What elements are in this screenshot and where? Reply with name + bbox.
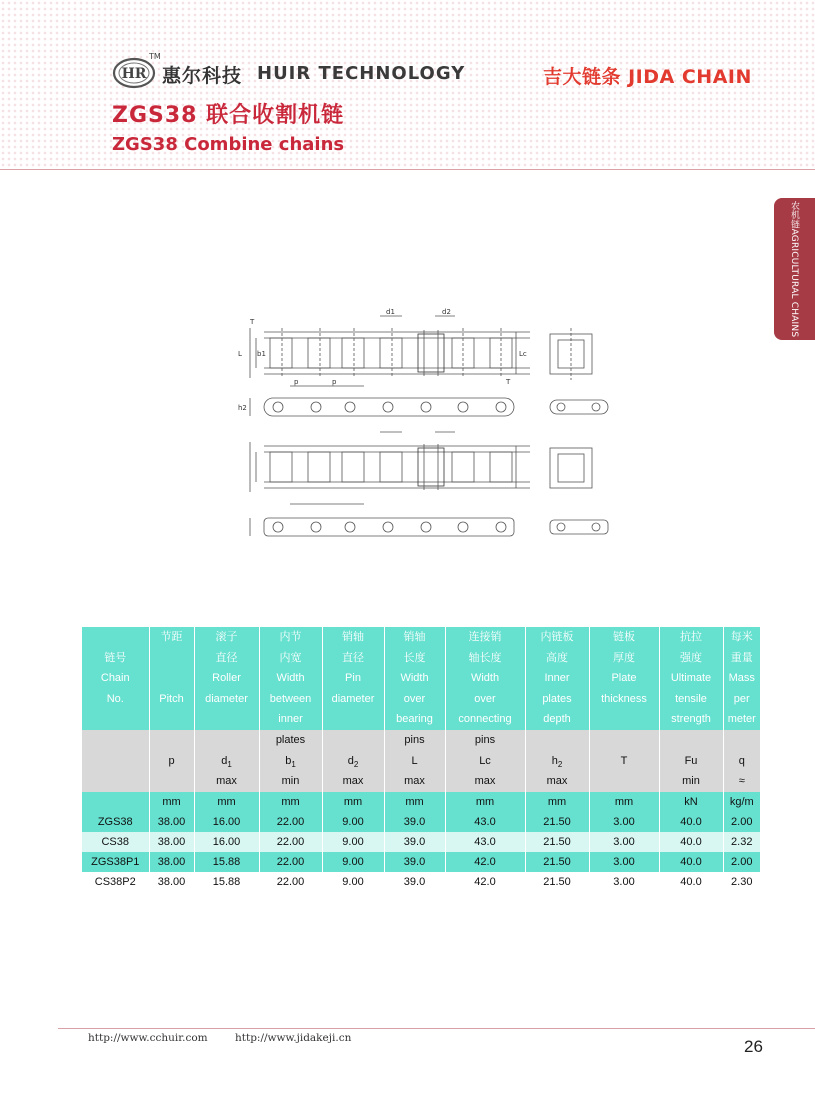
- symbol-cell: [384, 730, 445, 792]
- symbol-text: ≈: [738, 775, 745, 787]
- header-text: per: [733, 692, 750, 705]
- header-text: No.: [106, 692, 124, 705]
- table-cell: 39.0: [384, 872, 445, 892]
- header-text: 直径: [342, 651, 364, 664]
- table-row: [82, 812, 760, 832]
- table-cell: 2.32: [723, 832, 760, 852]
- table-cell: 22.00: [259, 872, 322, 892]
- symbol-cell: [194, 730, 259, 792]
- table-cell: 40.0: [659, 872, 723, 892]
- symbol-text: [82, 730, 149, 751]
- header-text: Plate: [611, 672, 637, 684]
- table-cell: 3.00: [589, 852, 659, 872]
- drawing-label-d2: d2: [442, 308, 451, 316]
- table-row: [82, 852, 760, 872]
- symbol-text: q: [738, 754, 745, 767]
- unit-cell: [82, 792, 149, 812]
- symbol-text: [590, 771, 659, 792]
- table-cell: 21.50: [525, 852, 589, 872]
- drawing-label-L: L: [238, 350, 242, 358]
- symbol-cell: [445, 730, 525, 792]
- header-cell: [445, 627, 525, 730]
- symbol-text: Fu: [684, 754, 698, 767]
- header-text: strength: [671, 713, 711, 725]
- header-text: Pin: [345, 672, 361, 684]
- table-cell: 39.0: [384, 852, 445, 872]
- symbol-text: L: [411, 754, 418, 767]
- unit-cell: mm: [322, 792, 384, 812]
- drawing-label-h2: h2: [238, 404, 247, 412]
- table-cell: 22.00: [259, 812, 322, 832]
- brand-name-en: HUIR TECHNOLOGY: [257, 63, 466, 84]
- symbol-text: [150, 771, 194, 792]
- page-title-en: ZGS38 Combine chains: [112, 134, 345, 155]
- header-text: diameter: [331, 692, 375, 705]
- header-text: 内链板: [540, 631, 574, 643]
- header-text: over: [474, 692, 496, 705]
- header-text: [82, 627, 149, 648]
- chain-top-view-2: [250, 432, 592, 492]
- unit-cell: mm: [194, 792, 259, 812]
- header-text: thickness: [601, 692, 647, 705]
- header-text: connecting: [458, 713, 512, 725]
- symbol-cell: [322, 730, 384, 792]
- symbol-cell: [149, 730, 194, 792]
- table-cell: 16.00: [194, 812, 259, 832]
- table-row: [82, 832, 760, 852]
- table-cell: 15.88: [194, 872, 259, 892]
- header-text: [323, 709, 384, 730]
- header-text: 强度: [680, 651, 702, 664]
- table-cell: 38.00: [149, 872, 194, 892]
- symbol-text: min: [281, 775, 300, 787]
- header-text: Width: [400, 672, 429, 684]
- header-cell: [259, 627, 322, 730]
- unit-cell: mm: [525, 792, 589, 812]
- symbol-text: $b_1$: [285, 754, 296, 769]
- chain-side-view-1: [250, 386, 608, 416]
- header-text: 连接销: [468, 631, 502, 643]
- header-cell: [194, 627, 259, 730]
- chain-number-cell: CS38: [82, 832, 149, 852]
- symbol-text: [526, 730, 589, 751]
- table-cell: 38.00: [149, 832, 194, 852]
- table-cell: 21.50: [525, 872, 589, 892]
- table-cell: 43.0: [445, 812, 525, 832]
- table-cell: 2.00: [723, 852, 760, 872]
- table-cell: 9.00: [322, 872, 384, 892]
- unit-cell: kN: [659, 792, 723, 812]
- table-symbol-row: [82, 730, 760, 792]
- table-cell: 16.00: [194, 832, 259, 852]
- unit-cell: mm: [445, 792, 525, 812]
- symbol-cell: [259, 730, 322, 792]
- header-text: tensile: [675, 692, 707, 705]
- header-text: Mass: [728, 672, 755, 684]
- chain-technical-drawing: [230, 308, 630, 544]
- table-cell: 3.00: [589, 812, 659, 832]
- header-text: 每米: [730, 631, 753, 643]
- table-cell: 9.00: [322, 832, 384, 852]
- header-text: [150, 648, 194, 669]
- symbol-text: [82, 751, 149, 772]
- page-title-cn: ZGS38 联合收割机链: [112, 103, 345, 128]
- header-text: Ultimate: [670, 672, 712, 684]
- drawing-label-d1: d1: [386, 308, 395, 316]
- header-cell: [589, 627, 659, 730]
- symbol-text: [724, 730, 761, 751]
- header-text: inner: [278, 713, 303, 725]
- header-text: Width: [470, 672, 500, 684]
- symbol-text: max: [216, 775, 237, 787]
- symbol-text: $d_1$: [221, 754, 232, 769]
- table-cell: 22.00: [259, 852, 322, 872]
- unit-cell: kg/m: [723, 792, 760, 812]
- unit-cell: mm: [589, 792, 659, 812]
- header-text: depth: [543, 713, 571, 725]
- symbol-text: plates: [275, 734, 306, 746]
- table-cell: 39.0: [384, 812, 445, 832]
- header-text: 链板: [613, 631, 635, 643]
- table-cell: 42.0: [445, 852, 525, 872]
- header-text: [82, 709, 149, 730]
- header-text: Inner: [544, 672, 570, 684]
- symbol-cell: [659, 730, 723, 792]
- header-text: diameter: [205, 692, 248, 705]
- side-tab-label: 农机链AGRICULTURAL CHAINS: [789, 200, 799, 338]
- header-cell: [525, 627, 589, 730]
- symbol-text: p: [168, 754, 175, 767]
- header-text: 轴长度: [468, 651, 502, 664]
- header-cell: [149, 627, 194, 730]
- symbol-cell: [723, 730, 760, 792]
- table-cell: 22.00: [259, 832, 322, 852]
- header-text: 重量: [730, 651, 753, 664]
- header-text: [150, 668, 194, 689]
- symbol-text: $h_2$: [551, 754, 563, 769]
- header-text: meter: [727, 713, 756, 725]
- header-text: [195, 709, 259, 730]
- symbol-text: max: [474, 775, 496, 787]
- header-text: 滚子: [215, 631, 238, 643]
- table-cell: 21.50: [525, 812, 589, 832]
- table-unit-row: [82, 792, 760, 812]
- table-cell: 21.50: [525, 832, 589, 852]
- jida-chain-brand: 吉大链条 JIDA CHAIN: [543, 66, 752, 88]
- header-text: Roller: [212, 672, 241, 684]
- drawing-label-p2: p: [332, 378, 337, 386]
- header-text: 长度: [403, 651, 426, 664]
- symbol-text: T: [620, 754, 628, 767]
- symbol-cell: [82, 730, 149, 792]
- drawing-label-Lc: Lc: [519, 350, 527, 358]
- header-text: over: [403, 692, 426, 705]
- symbol-cell: [525, 730, 589, 792]
- header-text: 销轴: [342, 631, 364, 643]
- header-text: 内节: [279, 631, 302, 643]
- table-cell: 38.00: [149, 812, 194, 832]
- header-text: 抗拉: [680, 631, 702, 643]
- header-text: Chain: [100, 672, 130, 684]
- header-text: plates: [542, 692, 572, 705]
- symbol-text: [82, 771, 149, 792]
- chain-spec-table: [82, 627, 760, 892]
- header-text: 节距: [160, 631, 183, 643]
- drawing-label-b1: b1: [257, 350, 266, 358]
- footer-url-cchuir[interactable]: http://www.cchuir.com: [88, 1032, 208, 1044]
- table-cell: 40.0: [659, 832, 723, 852]
- table-cell: 40.0: [659, 852, 723, 872]
- symbol-text: pins: [404, 734, 425, 746]
- table-cell: 15.88: [194, 852, 259, 872]
- header-text: Pitch: [159, 692, 184, 705]
- header-cell: [82, 627, 149, 730]
- symbol-text: [323, 730, 384, 751]
- table-cell: 2.00: [723, 812, 760, 832]
- drawing-label-T: T: [250, 318, 255, 326]
- symbol-cell: [589, 730, 659, 792]
- unit-cell: mm: [149, 792, 194, 812]
- chain-number-cell: CS38P2: [82, 872, 149, 892]
- huir-logo-icon: [112, 57, 156, 89]
- section-side-tab[interactable]: [774, 198, 815, 340]
- table-cell: 40.0: [659, 812, 723, 832]
- table-cell: 39.0: [384, 832, 445, 852]
- unit-cell: mm: [259, 792, 322, 812]
- symbol-text: [150, 730, 194, 751]
- symbol-text: min: [682, 775, 700, 787]
- symbol-text: max: [546, 775, 568, 787]
- table-row: [82, 872, 760, 892]
- table-cell: 2.30: [723, 872, 760, 892]
- drawing-labels: [238, 308, 527, 412]
- header-text: between: [269, 692, 312, 705]
- brand-name-cn: 惠尔科技: [162, 65, 243, 87]
- chain-top-view-1: [250, 316, 592, 380]
- chain-number-cell: ZGS38: [82, 812, 149, 832]
- table-cell: 3.00: [589, 832, 659, 852]
- header-text: 直径: [215, 651, 238, 664]
- svg-text:HR: HR: [121, 66, 147, 82]
- symbol-text: max: [342, 775, 364, 787]
- header-cell: [659, 627, 723, 730]
- symbol-text: max: [404, 775, 425, 787]
- header-cell: [723, 627, 760, 730]
- table-cell: 3.00: [589, 872, 659, 892]
- table-cell: 43.0: [445, 832, 525, 852]
- symbol-text: pins: [474, 734, 496, 746]
- header-text: 高度: [546, 651, 568, 664]
- drawing-label-p1: p: [294, 378, 299, 386]
- chain-number-cell: ZGS38P1: [82, 852, 149, 872]
- table-cell: 38.00: [149, 852, 194, 872]
- chain-side-view-2: [250, 504, 608, 536]
- symbol-text: [660, 730, 723, 751]
- symbol-text: [590, 730, 659, 751]
- table-cell: 42.0: [445, 872, 525, 892]
- header-divider: [0, 169, 815, 170]
- drawing-label-T2: T: [506, 378, 511, 386]
- unit-cell: mm: [384, 792, 445, 812]
- footer-divider: [58, 1028, 815, 1029]
- chain-drawing-svg: [230, 308, 630, 544]
- header-text: 厚度: [613, 651, 635, 664]
- header-text: 销轴: [403, 631, 426, 643]
- table-header-row: [82, 627, 760, 730]
- header-text: 链号: [104, 651, 127, 664]
- table-cell: 9.00: [322, 812, 384, 832]
- header-cell: [384, 627, 445, 730]
- table-cell: 9.00: [322, 852, 384, 872]
- header-text: Width: [276, 672, 305, 684]
- trademark-mark: TM: [149, 52, 161, 61]
- footer-url-jidakeji[interactable]: http://www.jidakeji.cn: [235, 1032, 352, 1044]
- page-number: 26: [744, 1037, 763, 1056]
- symbol-text: $d_2$: [347, 754, 359, 769]
- header-text: [590, 709, 659, 730]
- header-text: 内宽: [279, 651, 302, 664]
- header-cell: [322, 627, 384, 730]
- header-text: [150, 709, 194, 730]
- symbol-text: Lc: [479, 754, 491, 767]
- header-text: bearing: [396, 713, 433, 725]
- symbol-text: [195, 730, 259, 751]
